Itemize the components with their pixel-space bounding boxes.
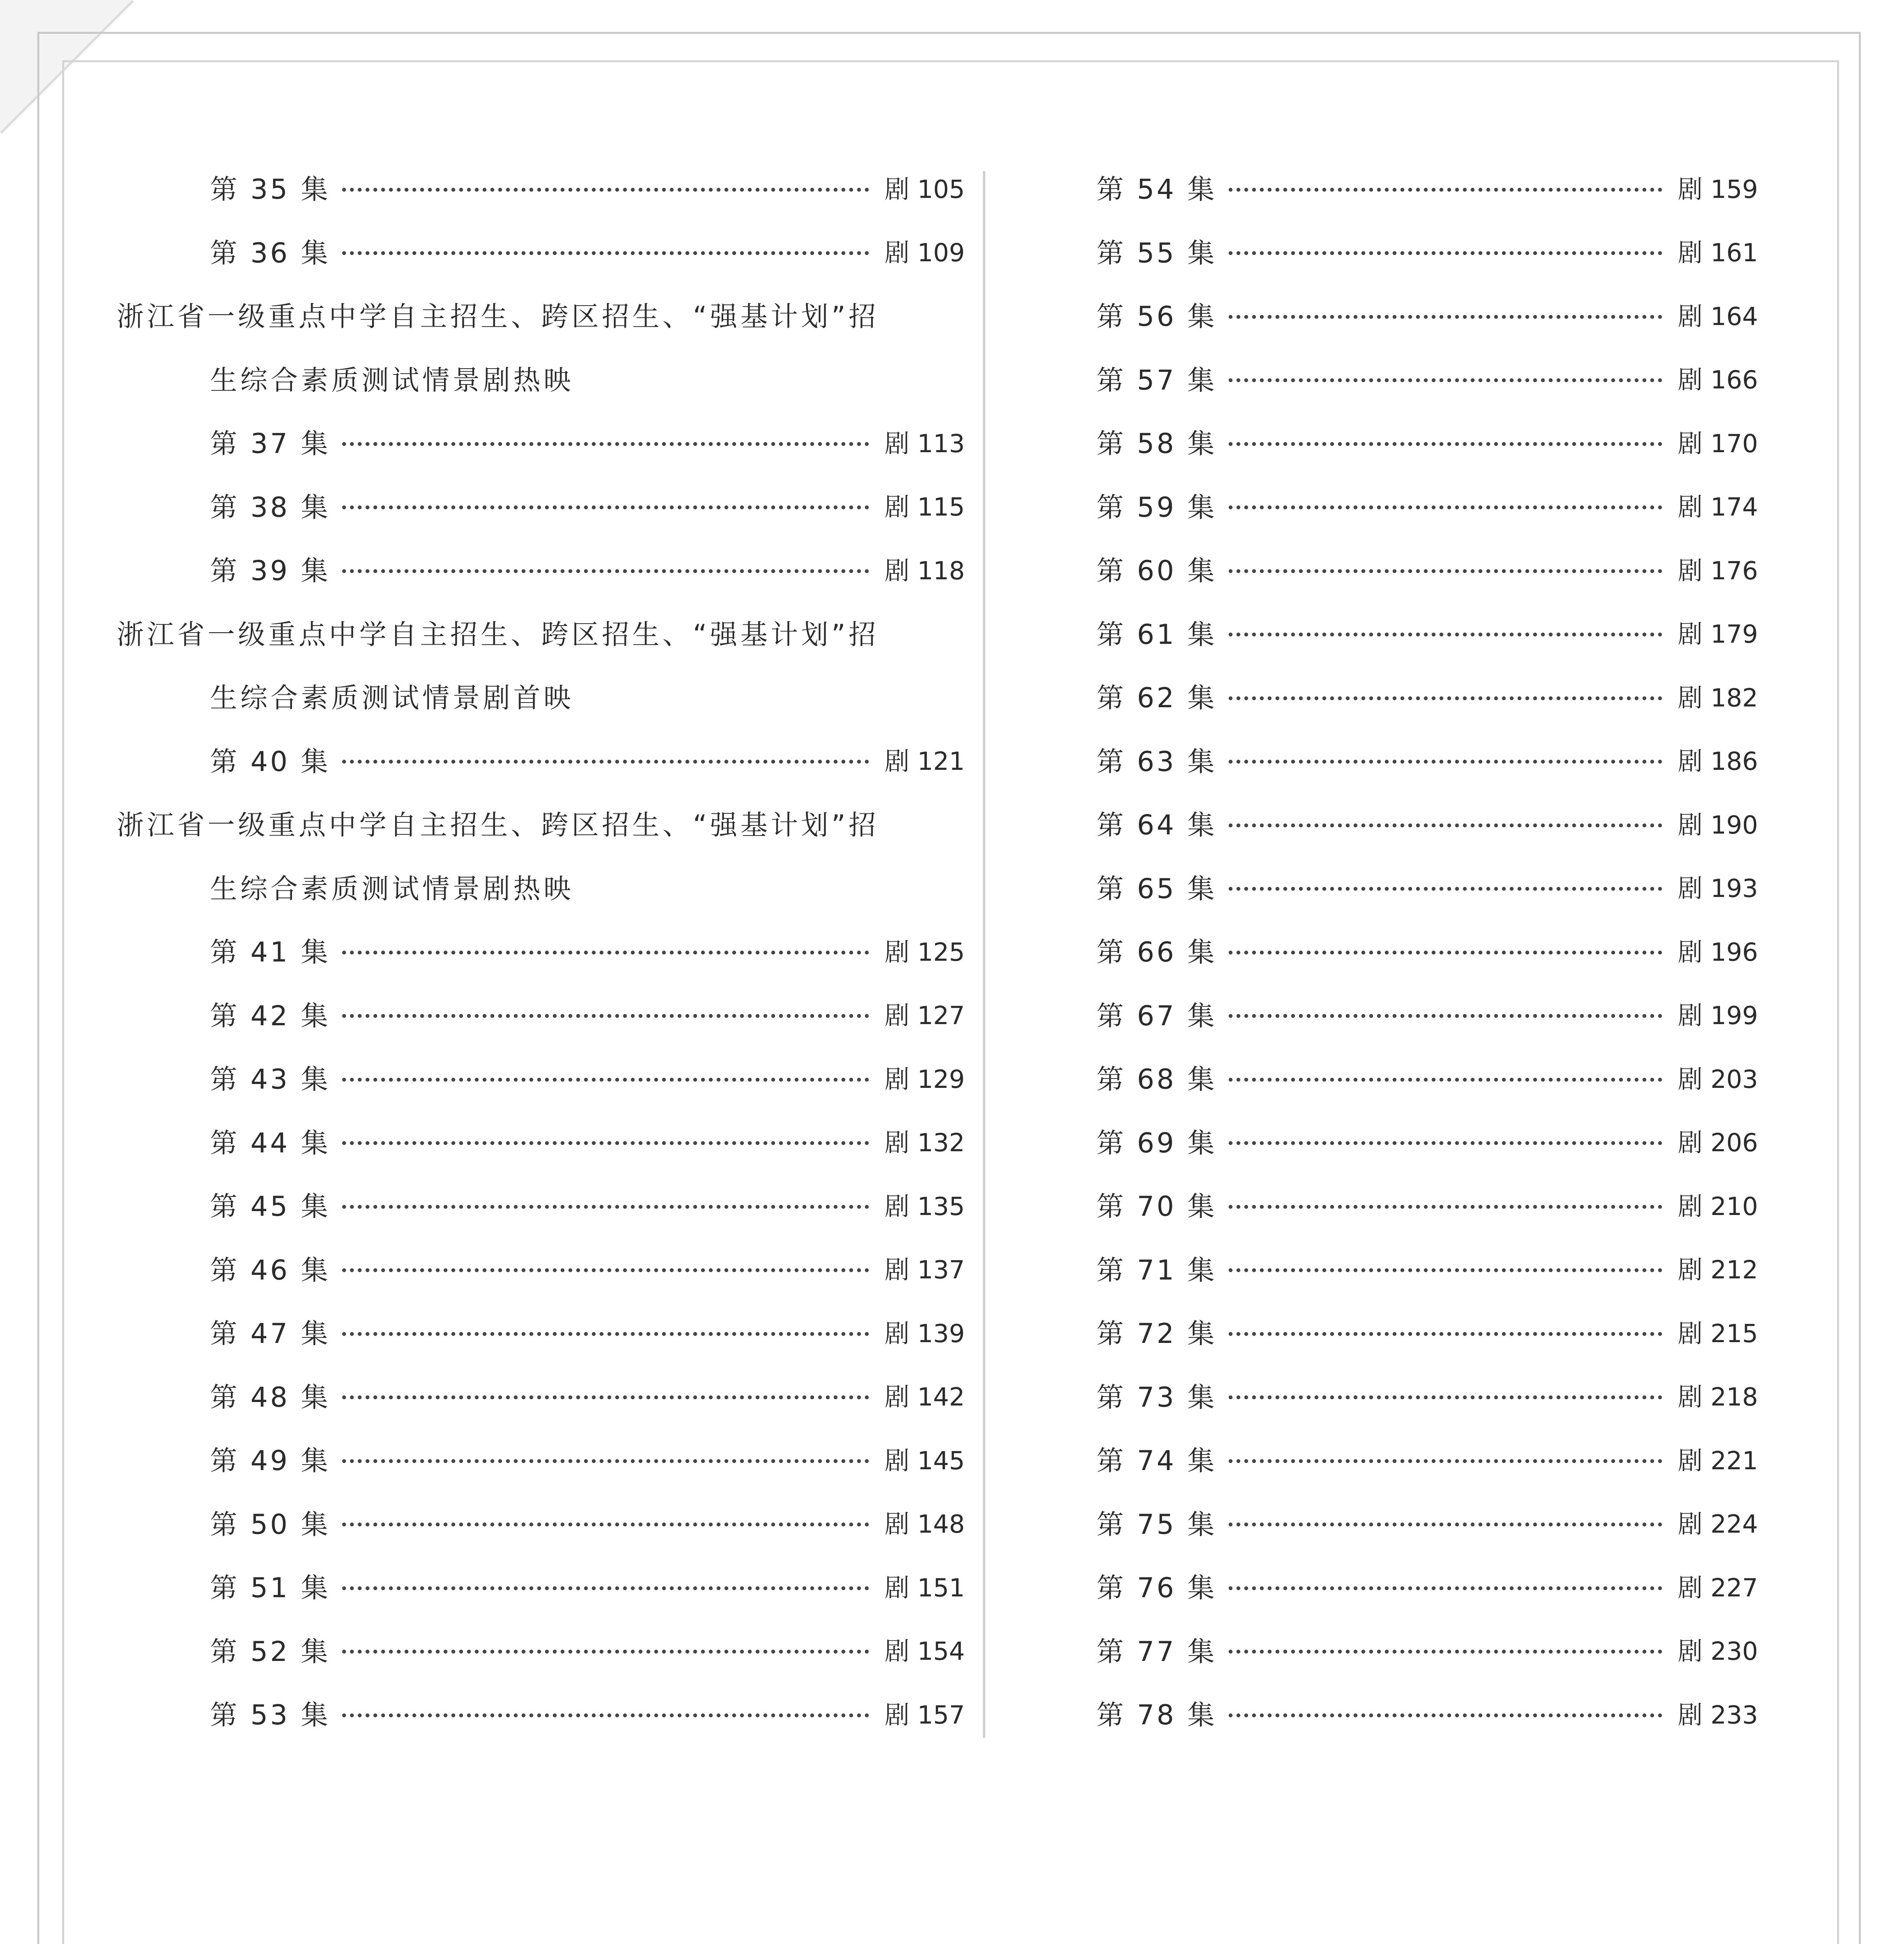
episode-label: 第 36 集 — [210, 237, 330, 269]
page-number: 剧 113 — [885, 429, 965, 458]
toc-entry[interactable] — [1096, 283, 1758, 346]
episode-label: 第 57 集 — [1096, 364, 1217, 396]
toc-right-column — [1096, 156, 1758, 1745]
episode-label: 第 76 集 — [1096, 1572, 1217, 1604]
dot-leader — [1229, 569, 1662, 573]
episode-label: 第 38 集 — [210, 491, 330, 523]
page-number: 剧 109 — [885, 239, 965, 268]
toc-entry[interactable] — [1096, 219, 1758, 283]
episode-label: 第 47 集 — [210, 1318, 330, 1350]
toc-entry[interactable] — [210, 728, 965, 792]
episode-label: 第 68 集 — [1096, 1063, 1217, 1096]
toc-entry[interactable] — [210, 156, 965, 219]
page-number: 剧 190 — [1678, 811, 1758, 840]
toc-entry[interactable] — [1096, 1681, 1758, 1745]
dot-leader — [342, 1268, 869, 1272]
toc-entry[interactable] — [1096, 346, 1758, 410]
episode-label: 第 63 集 — [1096, 745, 1217, 778]
toc-entry[interactable] — [1096, 791, 1758, 855]
toc-entry[interactable] — [210, 410, 965, 474]
episode-label: 第 50 集 — [210, 1508, 330, 1540]
episode-label: 第 73 集 — [1096, 1381, 1217, 1413]
episode-label: 第 62 集 — [1096, 682, 1217, 714]
page-number: 剧 221 — [1678, 1446, 1758, 1475]
toc-entry[interactable] — [1096, 1236, 1758, 1300]
page-number: 剧 215 — [1678, 1319, 1758, 1348]
dot-leader — [1229, 1014, 1662, 1018]
page-number: 剧 161 — [1678, 239, 1758, 268]
toc-entry[interactable] — [1096, 1300, 1758, 1364]
episode-label: 第 65 集 — [1096, 872, 1217, 905]
dot-leader — [342, 1586, 869, 1590]
page-number: 剧 196 — [1678, 938, 1758, 967]
page-number: 剧 186 — [1678, 747, 1758, 776]
toc-entry[interactable] — [1096, 474, 1758, 537]
episode-label: 第 60 集 — [1096, 555, 1217, 587]
page-number: 剧 118 — [885, 556, 965, 586]
dot-leader — [1229, 188, 1662, 192]
page-number: 剧 132 — [885, 1129, 965, 1158]
episode-label: 第 54 集 — [1096, 173, 1217, 206]
toc-entry[interactable] — [210, 474, 965, 537]
dot-leader — [342, 1713, 869, 1717]
episode-label: 第 75 集 — [1096, 1508, 1217, 1540]
dot-leader — [342, 1078, 869, 1082]
episode-label: 第 66 集 — [1096, 936, 1217, 969]
page-number: 剧 164 — [1678, 302, 1758, 331]
dot-leader — [1229, 505, 1662, 509]
dot-leader — [1229, 1141, 1662, 1145]
episode-label: 第 61 集 — [1096, 618, 1217, 650]
column-divider — [983, 171, 985, 1738]
episode-label: 第 58 集 — [1096, 428, 1217, 460]
episode-label: 第 35 集 — [210, 173, 330, 206]
dot-leader — [1229, 887, 1662, 891]
episode-label: 第 67 集 — [1096, 1000, 1217, 1032]
page-number: 剧 166 — [1678, 366, 1758, 395]
dot-leader — [342, 1205, 869, 1209]
toc-entry[interactable] — [1096, 1491, 1758, 1554]
dot-leader — [342, 251, 869, 255]
episode-label: 第 46 集 — [210, 1254, 330, 1286]
episode-label: 第 39 集 — [210, 555, 330, 587]
episode-label: 第 49 集 — [210, 1445, 330, 1477]
dot-leader — [342, 442, 869, 446]
toc-entry[interactable] — [210, 1173, 965, 1236]
page-number: 剧 176 — [1678, 556, 1758, 586]
section-heading-line2: 生综合素质测试情景剧热映 — [210, 872, 574, 905]
page-number: 剧 148 — [885, 1510, 965, 1539]
toc-entry[interactable] — [1096, 855, 1758, 919]
page-number: 剧 125 — [885, 938, 965, 967]
toc-entry[interactable] — [1096, 1618, 1758, 1682]
toc-entry[interactable] — [1096, 728, 1758, 792]
toc-entry[interactable] — [210, 1618, 965, 1682]
dot-leader — [1229, 1395, 1662, 1399]
dot-leader — [1229, 1459, 1662, 1463]
episode-label: 第 43 集 — [210, 1063, 330, 1096]
episode-label: 第 56 集 — [1096, 301, 1217, 333]
episode-label: 第 40 集 — [210, 745, 330, 778]
dot-leader — [1229, 1332, 1662, 1336]
episode-label: 第 37 集 — [210, 428, 330, 460]
episode-label: 第 44 集 — [210, 1127, 330, 1159]
section-heading-line1: 浙江省一级重点中学自主招生、跨区招生、“强基计划”招 — [117, 301, 879, 333]
dot-leader — [342, 760, 869, 764]
episode-label: 第 69 集 — [1096, 1127, 1217, 1159]
episode-label: 第 45 集 — [210, 1191, 330, 1223]
dot-leader — [1229, 315, 1662, 319]
page-number: 剧 227 — [1678, 1573, 1758, 1603]
episode-label: 第 72 集 — [1096, 1318, 1217, 1350]
dot-leader — [342, 1650, 869, 1654]
page-number: 剧 142 — [885, 1383, 965, 1412]
dot-leader — [1229, 1523, 1662, 1526]
toc-entry[interactable] — [1096, 918, 1758, 982]
page-number: 剧 224 — [1678, 1510, 1758, 1539]
section-heading-line1: 浙江省一级重点中学自主招生、跨区招生、“强基计划”招 — [117, 618, 879, 650]
dot-leader — [1229, 823, 1662, 827]
page-number: 剧 145 — [885, 1446, 965, 1475]
toc-entry[interactable] — [210, 1364, 965, 1427]
dot-leader — [1229, 442, 1662, 446]
page-number: 剧 115 — [885, 493, 965, 522]
episode-label: 第 64 集 — [1096, 809, 1217, 841]
dot-leader — [1229, 378, 1662, 382]
toc-entry[interactable] — [210, 1681, 965, 1745]
section-heading-line2: 生综合素质测试情景剧热映 — [210, 364, 574, 396]
dot-leader — [1229, 1078, 1662, 1082]
toc-entry[interactable] — [1096, 156, 1758, 219]
dot-leader — [1229, 1713, 1662, 1717]
page-number: 剧 210 — [1678, 1192, 1758, 1221]
toc-entry[interactable] — [1096, 1427, 1758, 1491]
toc-entry[interactable] — [210, 982, 965, 1046]
page-number: 剧 218 — [1678, 1383, 1758, 1412]
page-number: 剧 230 — [1678, 1637, 1758, 1666]
toc-left-column — [117, 156, 965, 1745]
dot-leader — [1229, 633, 1662, 636]
episode-label: 第 59 集 — [1096, 491, 1217, 523]
page-number: 剧 151 — [885, 1573, 965, 1603]
page-number: 剧 121 — [885, 747, 965, 776]
page-number: 剧 129 — [885, 1065, 965, 1094]
toc-entry[interactable] — [210, 918, 965, 982]
toc-entry[interactable] — [1096, 1173, 1758, 1236]
dot-leader — [342, 1523, 869, 1526]
dot-leader — [342, 1395, 869, 1399]
page-number: 剧 139 — [885, 1319, 965, 1348]
toc-entry[interactable] — [1096, 1045, 1758, 1109]
episode-label: 第 77 集 — [1096, 1635, 1217, 1668]
episode-label: 第 42 集 — [210, 1000, 330, 1032]
page-number: 剧 179 — [1678, 620, 1758, 649]
dot-leader — [342, 1459, 869, 1463]
episode-label: 第 74 集 — [1096, 1445, 1217, 1477]
toc-entry[interactable] — [210, 1554, 965, 1618]
episode-label: 第 53 集 — [210, 1699, 330, 1731]
page-number: 剧 174 — [1678, 493, 1758, 522]
dot-leader — [1229, 1205, 1662, 1209]
dot-leader — [1229, 1268, 1662, 1272]
page-number: 剧 159 — [1678, 175, 1758, 204]
page-number: 剧 233 — [1678, 1701, 1758, 1730]
toc-entry[interactable] — [210, 537, 965, 601]
toc-entry[interactable] — [1096, 664, 1758, 728]
page-number: 剧 127 — [885, 1002, 965, 1031]
page-number: 剧 170 — [1678, 429, 1758, 458]
toc-entry[interactable] — [210, 1109, 965, 1173]
page-number: 剧 203 — [1678, 1065, 1758, 1094]
dot-leader — [1229, 1586, 1662, 1590]
dot-leader — [342, 569, 869, 573]
episode-label: 第 70 集 — [1096, 1191, 1217, 1223]
toc-entry[interactable] — [1096, 410, 1758, 474]
dot-leader — [342, 1332, 869, 1336]
episode-label: 第 71 集 — [1096, 1254, 1217, 1286]
toc-entry[interactable] — [210, 1491, 965, 1554]
dot-leader — [342, 188, 869, 192]
toc-entry[interactable] — [210, 1427, 965, 1491]
episode-label: 第 55 集 — [1096, 237, 1217, 269]
episode-label: 第 51 集 — [210, 1572, 330, 1604]
dot-leader — [1229, 951, 1662, 955]
page-number: 剧 212 — [1678, 1256, 1758, 1285]
dot-leader — [342, 951, 869, 955]
page-number: 剧 105 — [885, 175, 965, 204]
toc-entry[interactable] — [1096, 1364, 1758, 1427]
page-number: 剧 199 — [1678, 1002, 1758, 1031]
toc-entry[interactable] — [210, 1045, 965, 1109]
toc-entry[interactable] — [210, 219, 965, 283]
page-number: 剧 182 — [1678, 684, 1758, 713]
page-number: 剧 154 — [885, 1637, 965, 1666]
toc-entry[interactable] — [210, 1236, 965, 1300]
dot-leader — [1229, 251, 1662, 255]
toc-entry[interactable] — [1096, 1109, 1758, 1173]
page-number: 剧 157 — [885, 1701, 965, 1730]
dot-leader — [1229, 696, 1662, 700]
toc-entry[interactable] — [210, 1300, 965, 1364]
toc-entry[interactable] — [1096, 601, 1758, 664]
dot-leader — [342, 505, 869, 509]
dot-leader — [342, 1141, 869, 1145]
dot-leader — [1229, 1650, 1662, 1654]
toc-entry[interactable] — [1096, 537, 1758, 601]
page-number: 剧 206 — [1678, 1129, 1758, 1158]
page-number: 剧 135 — [885, 1192, 965, 1221]
episode-label: 第 78 集 — [1096, 1699, 1217, 1731]
episode-label: 第 41 集 — [210, 936, 330, 969]
section-heading-line2: 生综合素质测试情景剧首映 — [210, 682, 574, 714]
toc-entry[interactable] — [1096, 982, 1758, 1046]
section-heading-line1: 浙江省一级重点中学自主招生、跨区招生、“强基计划”招 — [117, 809, 879, 841]
dot-leader — [342, 1014, 869, 1018]
dot-leader — [1229, 760, 1662, 764]
episode-label: 第 48 集 — [210, 1381, 330, 1413]
page-number: 剧 137 — [885, 1256, 965, 1285]
toc-entry[interactable] — [1096, 1554, 1758, 1618]
page-number: 剧 193 — [1678, 874, 1758, 904]
episode-label: 第 52 集 — [210, 1635, 330, 1668]
